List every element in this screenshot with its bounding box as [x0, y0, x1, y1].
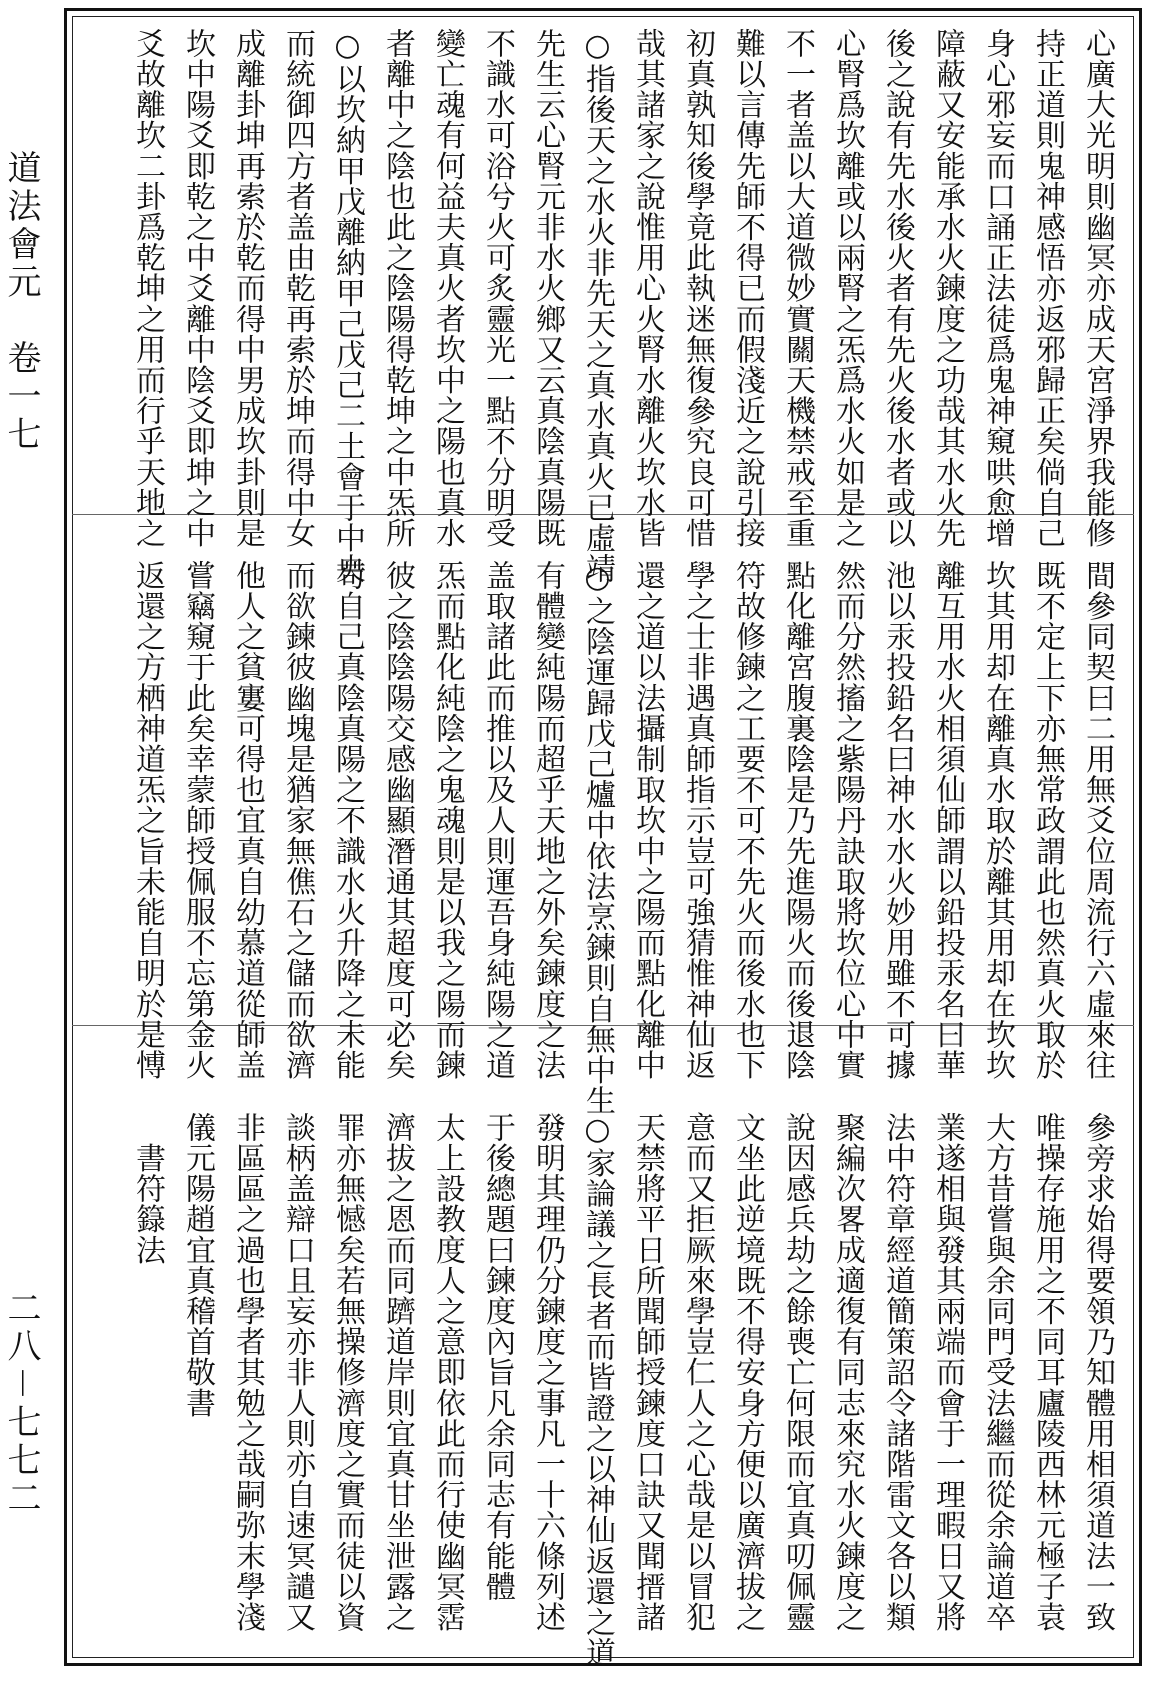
text-column: ○指後天之水火非先天之真水真火已虛靖 — [580, 28, 615, 584]
text-column: 然而分然搐之紫陽丹訣取將坎位心中實 — [830, 560, 865, 1081]
text-column: 返還之方栖神道炁之旨未能自明於是愽 — [130, 560, 165, 1081]
text-column: 離互用水火相須仙師謂以鉛投汞名曰華 — [930, 560, 965, 1081]
text-column: 盖取諸此而推以及人則運吾身純陽之道 — [480, 560, 515, 1081]
text-column: 發明其理仍分鍊度之事凡一十六條列述 — [530, 1112, 565, 1633]
text-column: 而欲鍊彼幽塊是猶家無僬石之儲而欲濟 — [280, 560, 315, 1081]
text-column: 有體變純陽而超乎天地之外矣鍊度之法 — [530, 560, 565, 1081]
text-column: 心腎爲坎離或以兩腎之炁爲水火如是之 — [830, 28, 865, 549]
text-column: 不識水可浴兮火可炙靈光一點不分明受 — [480, 28, 515, 549]
text-column: 持正道則鬼神感悟亦返邪歸正矣倘自己 — [1030, 28, 1065, 549]
text-column: 爻故離坎二卦爲乾坤之用而行乎天地之 — [130, 28, 165, 549]
text-column: ○以坎納甲戊離納甲己戊己二土會于中央 — [330, 28, 365, 584]
text-column: 書符籙法 — [130, 1112, 165, 1265]
text-column: 濟拔之恩而同躋道岸則宜真甘坐泄露之 — [380, 1112, 415, 1633]
text-column: 坎中陽爻即乾之中爻離中陰爻即坤之中 — [180, 28, 215, 549]
text-column: 太上設教度人之意即依此而行使幽冥霑 — [430, 1112, 465, 1633]
text-column: 業遂相與發其兩端而會于一理暇日又將 — [930, 1112, 965, 1633]
text-column: 哉其諸家之說惟用心火腎水離火坎水皆 — [630, 28, 665, 549]
text-column: ○之陰運歸戊己爐中依法烹鍊則自無中生 — [580, 560, 615, 1116]
side-page-number: 二八－七七二 — [1, 1290, 41, 1518]
text-column: 他人之貧寠可得也宜真自幼慕道從師盖 — [230, 560, 265, 1081]
text-column: 而統御四方者盖由乾再索於坤而得中女 — [280, 28, 315, 549]
text-column: 大方昔嘗與余同門受法繼而從余論道卒 — [980, 1112, 1015, 1633]
text-column: 參旁求始得要領乃知體用相須道法一致 — [1080, 1112, 1115, 1633]
text-column: 聚編次畧成適復有同志來究水火鍊度之 — [830, 1112, 865, 1633]
text-column: 非區區之過也學者其勉之哉嗣弥末學淺 — [230, 1112, 265, 1633]
text-column: 障蔽又安能承水火鍊度之功哉其水火先 — [930, 28, 965, 549]
text-column: 還之道以法攝制取坎中之陽而點化離中 — [630, 560, 665, 1081]
text-column: 唯操存施用之不同耳廬陵西林元極子袁 — [1030, 1112, 1065, 1633]
text-column: 點化離宮腹裏陰是乃先進陽火而後退陰 — [780, 560, 815, 1081]
text-column: 彼之陰陰陽交感幽顯潛通其超度可必矣 — [380, 560, 415, 1081]
text-column: 意而又拒厥來學豈仁人之心哉是以冒犯 — [680, 1112, 715, 1633]
text-column: 者離中之陰也此之陰陽得乾坤之中炁所 — [380, 28, 415, 549]
text-column: 罪亦無憾矣若無操修濟度之實而徒以資 — [330, 1112, 365, 1633]
text-column: 說因感兵劫之餘喪亡何限而宜真叨佩靈 — [780, 1112, 815, 1633]
text-block-top — [122, 28, 1122, 584]
text-column: 池以汞投鉛名曰神水水火妙用雖不可據 — [880, 560, 915, 1081]
text-column: 成離卦坤再索於乾而得中男成坎卦則是 — [230, 28, 265, 549]
text-column: 變亡魂有何益夫真火者坎中之陽也真水 — [430, 28, 465, 549]
text-column: ○家論議之長者而皆證之以神仙返還之道 — [580, 1112, 615, 1668]
text-column: 談柄盖辯口且妄亦非人則亦自速冥譴又 — [280, 1112, 315, 1633]
text-column: 難以言傳先師不得已而假淺近之說引接 — [730, 28, 765, 549]
text-block-middle — [122, 560, 1122, 1116]
text-column: 既不定上下亦無常政謂此也然真火取於 — [1030, 560, 1065, 1081]
text-column: 炁而點化純陰之鬼魂則是以我之陽而鍊 — [430, 560, 465, 1081]
text-column: 法中符章經道簡策詔令諸階雷文各以類 — [880, 1112, 915, 1633]
text-column: 後之說有先水後火者有先火後水者或以 — [880, 28, 915, 549]
text-block-bottom — [122, 1112, 1122, 1668]
text-column: 苟自己真陰真陽之不識水火升降之未能 — [330, 560, 365, 1081]
text-column: 坎其用却在離真水取於離其用却在坎坎 — [980, 560, 1015, 1081]
side-title: 道法會元 卷一七 — [1, 150, 41, 454]
text-column: 間參同契曰二用無爻位周流行六虛來往 — [1080, 560, 1115, 1081]
text-column: 先生云心腎元非水火鄉又云真陰真陽既 — [530, 28, 565, 549]
text-column: 心廣大光明則幽冥亦成天宮淨界我能修 — [1080, 28, 1115, 549]
text-column: 文坐此逆境既不得安身方便以廣濟拔之 — [730, 1112, 765, 1633]
text-column: 初真孰知後學竟此執迷無復參究良可惜 — [680, 28, 715, 549]
text-column: 不一者盖以大道微妙實關天機禁戒至重 — [780, 28, 815, 549]
text-column: 學之士非遇真師指示豈可強猜惟神仙返 — [680, 560, 715, 1081]
text-column: 身心邪妄而口誦正法徒爲鬼神窺哄愈增 — [980, 28, 1015, 549]
text-column: 符故修鍊之工要不可不先火而後水也下 — [730, 560, 765, 1081]
text-column: 儀元陽趙宜真稽首敬書 — [180, 1112, 215, 1418]
text-column: 于後總題曰鍊度內旨凡余同志有能體 — [480, 1112, 515, 1602]
text-column: 天禁將平日所聞師授鍊度口訣又聞搢諸 — [630, 1112, 665, 1633]
text-column: 嘗竊窺于此矣幸蒙師授佩服不忘第金火 — [180, 560, 215, 1081]
